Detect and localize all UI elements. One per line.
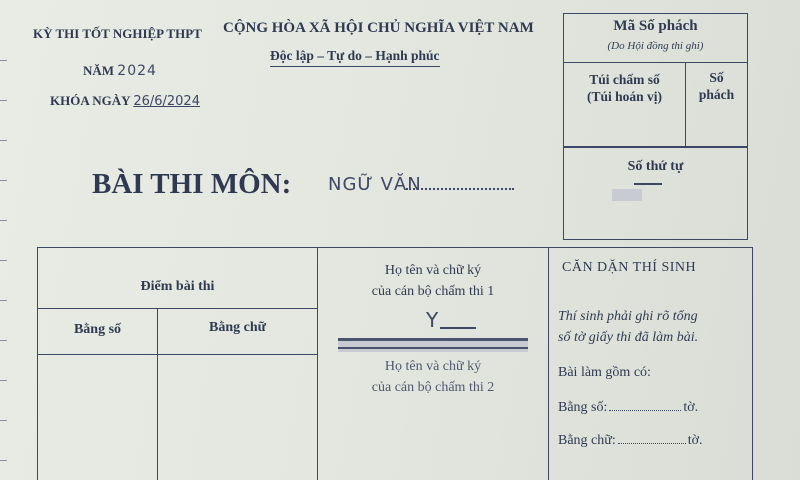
secret-code-subtitle: (Do Hội đồng thi ghi) <box>607 40 704 52</box>
pages-number-row <box>558 400 698 416</box>
examiner-2-line2: của cán bộ chấm thi 2 <box>371 380 495 395</box>
pages-number-unit: tờ. <box>683 400 699 415</box>
examiner-2-label <box>318 356 548 398</box>
pages-words-row <box>558 433 703 449</box>
bag-number-label <box>564 71 685 105</box>
secret-code-box <box>563 13 748 148</box>
margin-ticks <box>0 0 10 480</box>
code-number-label <box>686 69 747 103</box>
subject-value: NGỮ VĂN <box>328 174 422 195</box>
examiner-1-line2: của cán bộ chấm thi 1 <box>371 284 495 299</box>
examiner-1-label <box>318 260 548 302</box>
code-number-label-line2: phách <box>698 87 735 102</box>
pages-words-unit: tờ. <box>687 433 703 448</box>
grid-divider-examiner <box>548 248 549 480</box>
score-words-cell[interactable] <box>159 356 316 480</box>
date-value: 26/6/2024 <box>133 94 200 109</box>
pages-words-field[interactable] <box>618 443 686 444</box>
score-title-rule <box>38 308 317 309</box>
order-number-redaction-2 <box>634 183 662 185</box>
code-number-label-line1: Số <box>709 70 724 85</box>
grading-table <box>37 247 753 480</box>
bag-number-label-line2: (Túi hoán vị) <box>586 89 663 104</box>
nation-title: CỘNG HÒA XÃ HỘI CHỦ NGHĨA VIỆT NAM <box>223 20 534 36</box>
date-label: KHÓA NGÀY <box>50 93 131 108</box>
pages-number-field[interactable] <box>609 410 681 411</box>
subject-label: BÀI THI MÔN: <box>92 168 292 200</box>
candidate-advice-instruction <box>558 306 698 348</box>
order-number-redaction <box>612 189 642 201</box>
score-title: Điểm bài thi <box>140 279 215 294</box>
candidate-advice-title: CĂN DẶN THÍ SINH <box>562 260 697 275</box>
year-value: 2024 <box>117 63 157 79</box>
exam-date <box>50 93 200 109</box>
exam-name: KỲ THI TỐT NGHIỆP THPT <box>33 26 202 41</box>
pages-count-label: Bài làm gồm có: <box>558 365 651 380</box>
examiner-2-line1: Họ tên và chữ ký <box>384 359 482 374</box>
score-words-header: Bằng chữ <box>208 320 267 335</box>
national-motto: Độc lập – Tự do – Hạnh phúc <box>270 48 440 67</box>
examiner-redaction-band <box>338 338 528 352</box>
candidate-advice-line1: Thí sinh phải ghi rõ tổng <box>558 309 698 324</box>
candidate-advice-line2: số tờ giấy thi đã làm bài. <box>558 330 699 345</box>
bag-number-label-line1: Túi chấm số <box>589 72 660 87</box>
examiner-1-line1: Họ tên và chữ ký <box>384 263 482 278</box>
year-label: NĂM <box>83 63 115 78</box>
examiner-1-signature: Y <box>426 308 439 332</box>
secret-code-row <box>564 62 747 148</box>
score-header-rule <box>38 354 317 355</box>
pages-words-label: Bằng chữ: <box>558 433 616 448</box>
order-number-box <box>563 146 748 240</box>
exam-year <box>83 63 157 79</box>
examiner-1-signature-stroke <box>440 327 476 329</box>
score-number-header: Bằng số <box>73 322 122 337</box>
order-number-title: Số thứ tự <box>627 159 684 174</box>
subject-dotted-line <box>406 188 514 190</box>
secret-code-title: Mã Số phách <box>613 18 698 34</box>
pages-number-label: Bằng số: <box>558 400 608 415</box>
score-number-cell[interactable] <box>38 356 156 480</box>
